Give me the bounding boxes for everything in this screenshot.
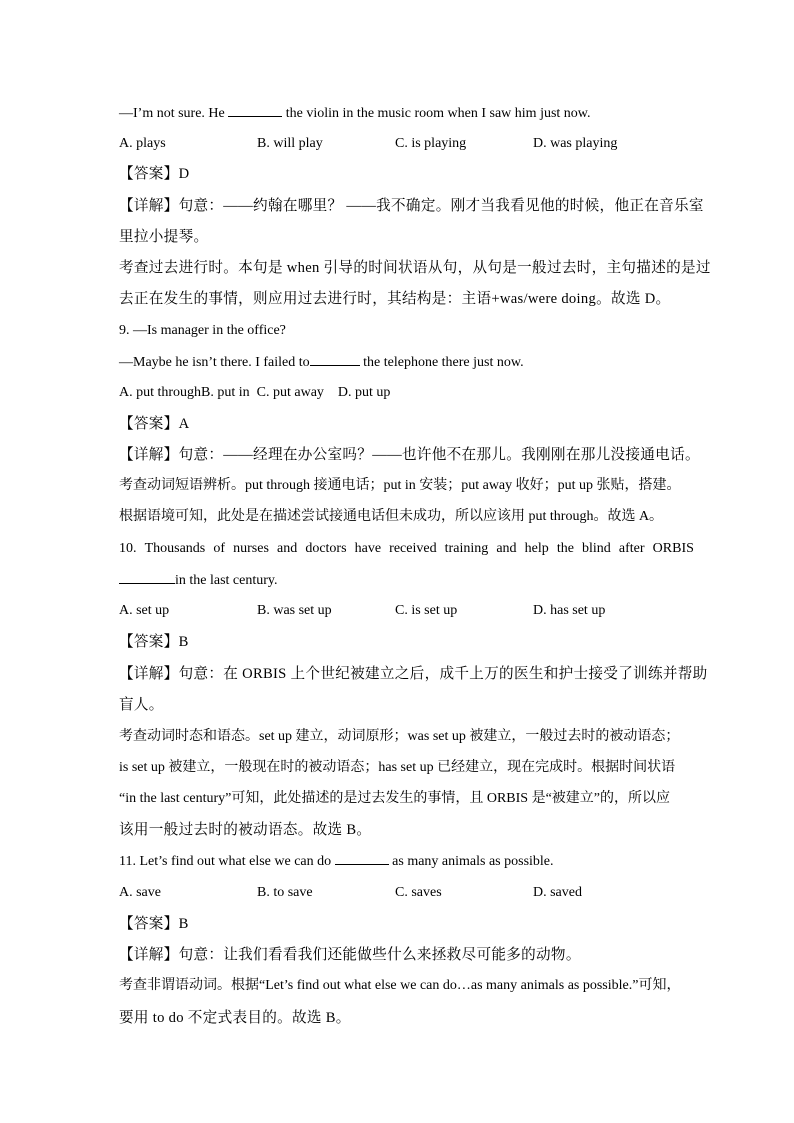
q10-detail-line: 盲人。 — [119, 697, 164, 713]
q11-stem: 11. Let’s find out what else we can do as many animals as possible. — [119, 851, 694, 872]
q10-stem-line-2: in the last century. — [119, 570, 694, 591]
q8-option-c: C. is playing — [395, 136, 467, 151]
q10-option-b: B. was set up — [257, 603, 332, 618]
q8-answer: 【答案】D — [119, 166, 190, 182]
q8-stem: —I’m not sure. He the violin in the music room when I saw him just now. — [119, 103, 694, 124]
q10-options — [119, 601, 694, 621]
q9-answer: 【答案】A — [119, 416, 190, 432]
q10-detail-line: 该用一般过去时的被动语态。故选 B。 — [119, 822, 372, 838]
q8-option-d: D. was playing — [533, 136, 618, 151]
q9-stem-line-2: —Maybe he isn’t there. I failed to the telephone there just now. — [119, 352, 694, 373]
q11-option-b: B. to save — [257, 885, 313, 900]
answer-blank — [335, 851, 389, 865]
q10-stem: 10. Thousands of nurses and doctors have received training and help the blind after ORBIS — [119, 541, 694, 556]
q9-detail-line: 考查动词短语辨析。put through 接通电话；put in 安装；put away 收好；put up 张贴，搭建。 — [119, 478, 681, 493]
q8-detail-line: 考查过去进行时。本句是 when 引导的时间状语从句，从句是一般过去时，主句描述的是过 — [119, 260, 711, 276]
q9-detail-line: 根据语境可知，此处是在描述尝试接通电话但未成功，所以应该用 put through。故选 A。 — [119, 509, 664, 524]
q10-detail-line: 【详解】句意：在 ORBIS 上个世纪被建立之后，成千上万的医生和护士接受了训练并帮助 — [119, 666, 708, 682]
q9-options: A. put throughB. put in C. put away D. put up — [119, 385, 391, 400]
q11-option-a: A. save — [119, 885, 161, 900]
q8-option-a: A. plays — [119, 136, 166, 151]
q8-detail-line: 【详解】句意：——约翰在哪里？ ——我不确定。刚才当我看见他的时候，他正在音乐室 — [119, 198, 704, 214]
q8-detail-line: 去正在发生的事情，则应用过去进行时，其结构是：主语+was/were doing。故选 D。 — [119, 291, 671, 307]
q8-options — [119, 134, 694, 154]
q10-option-d: D. has set up — [533, 603, 606, 618]
q10-detail-line: “in the last century”可知，此处描述的是过去发生的事情，且 ORBIS 是“被建立”的，所以应 — [119, 791, 671, 806]
q9-stem: 9. —Is manager in the office? — [119, 323, 286, 338]
q11-options — [119, 883, 694, 903]
q8-option-b: B. will play — [257, 136, 323, 151]
q11-option-c: C. saves — [395, 885, 442, 900]
q11-detail-line: 要用 to do 不定式表目的。故选 B。 — [119, 1010, 351, 1026]
q10-detail-line: 考查动词时态和语态。set up 建立，动词原形；was set up 被建立，一般过去时的被动语态； — [119, 729, 680, 744]
q11-answer: 【答案】B — [119, 916, 189, 932]
q10-option-a: A. set up — [119, 603, 170, 618]
q11-detail-line: 考查非谓语动词。根据“Let’s find out what else we can do…as many animals as possible.”可知， — [119, 978, 681, 993]
q11-detail-line: 【详解】句意：让我们看看我们还能做些什么来拯救尽可能多的动物。 — [119, 947, 581, 963]
q10-option-c: C. is set up — [395, 603, 458, 618]
q11-option-d: D. saved — [533, 885, 582, 900]
q8-detail-line: 里拉小提琴。 — [119, 229, 209, 245]
q10-detail-line: is set up 被建立，一般现在时的被动语态；has set up 已经建立，现在完成时。根据时间状语 — [119, 760, 676, 775]
answer-blank — [310, 352, 360, 366]
answer-blank — [119, 570, 175, 584]
answer-blank — [228, 103, 282, 117]
q10-answer: 【答案】B — [119, 634, 189, 650]
q9-detail-line: 【详解】句意：——经理在办公室吗？——也许他不在那儿。我刚刚在那儿没接通电话。 — [119, 447, 700, 463]
